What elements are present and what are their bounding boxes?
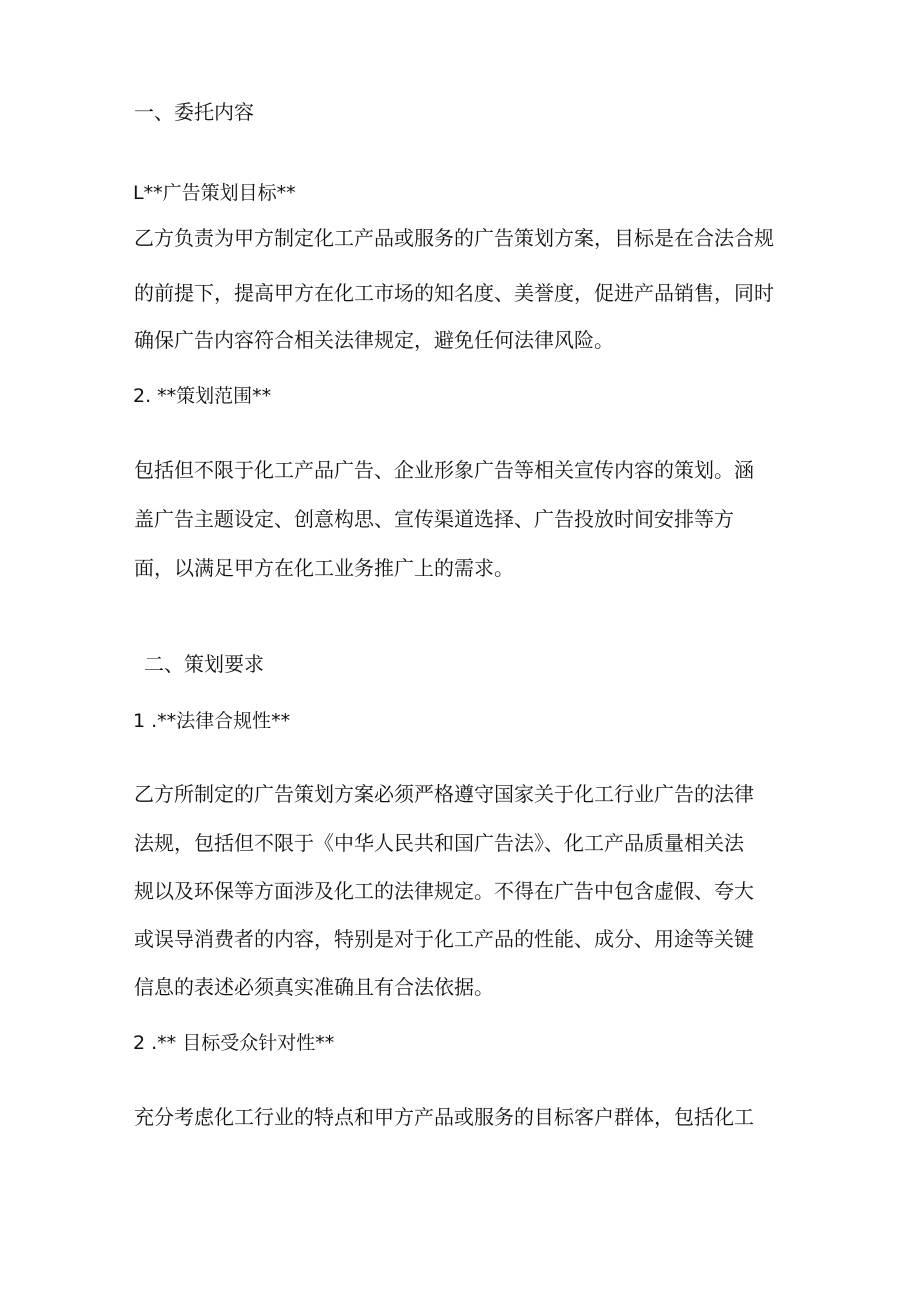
subheading-ad-goal: L**广告策划目标** [133,182,296,204]
paragraph-line: 法规，包括但不限于《中华人民共和国广告法》、化工产品质量相关法 [134,831,744,855]
section-title-requirements: 二、策划要求 [144,652,264,676]
paragraph-line: 信息的表述必须真实准确且有合法依据。 [134,975,494,999]
subheading-planning-scope: 2. **策划范围** [133,385,272,407]
paragraph-line: 乙方所制定的广告策划方案必须严格遵守国家关于化工行业广告的法律 [134,782,754,806]
paragraph-line: 或误导消费者的内容，特别是对于化工产品的性能、成分、用途等关键 [134,927,754,951]
paragraph-line: 面，以满足甲方在化工业务推广上的需求。 [134,556,514,580]
section-title-delegation: 一、委托内容 [134,100,254,124]
paragraph-line: 乙方负责为甲方制定化工产品或服务的广告策划方案，目标是在合法合规 [134,226,774,250]
subheading-target-audience: 2 .** 目标受众针对性** [133,1032,335,1054]
paragraph-line: 的前提下，提高甲方在化工市场的知名度、美誉度，促进产品销售，同时 [134,281,774,305]
subheading-legal-compliance: 1 .**法律合规性** [133,710,291,732]
paragraph-line: 规以及环保等方面涉及化工的法律规定。不得在广告中包含虚假、夸大 [134,879,754,903]
paragraph-line: 包括但不限于化工产品广告、企业形象广告等相关宣传内容的策划。涵 [134,458,754,482]
paragraph-line: 盖广告主题设定、创意构思、宣传渠道选择、广告投放时间安排等方 [134,507,734,531]
paragraph-line: 确保广告内容符合相关法律规定，避免任何法律风险。 [134,328,614,352]
paragraph-line: 充分考虑化工行业的特点和甲方产品或服务的目标客户群体，包括化工 [134,1105,754,1129]
